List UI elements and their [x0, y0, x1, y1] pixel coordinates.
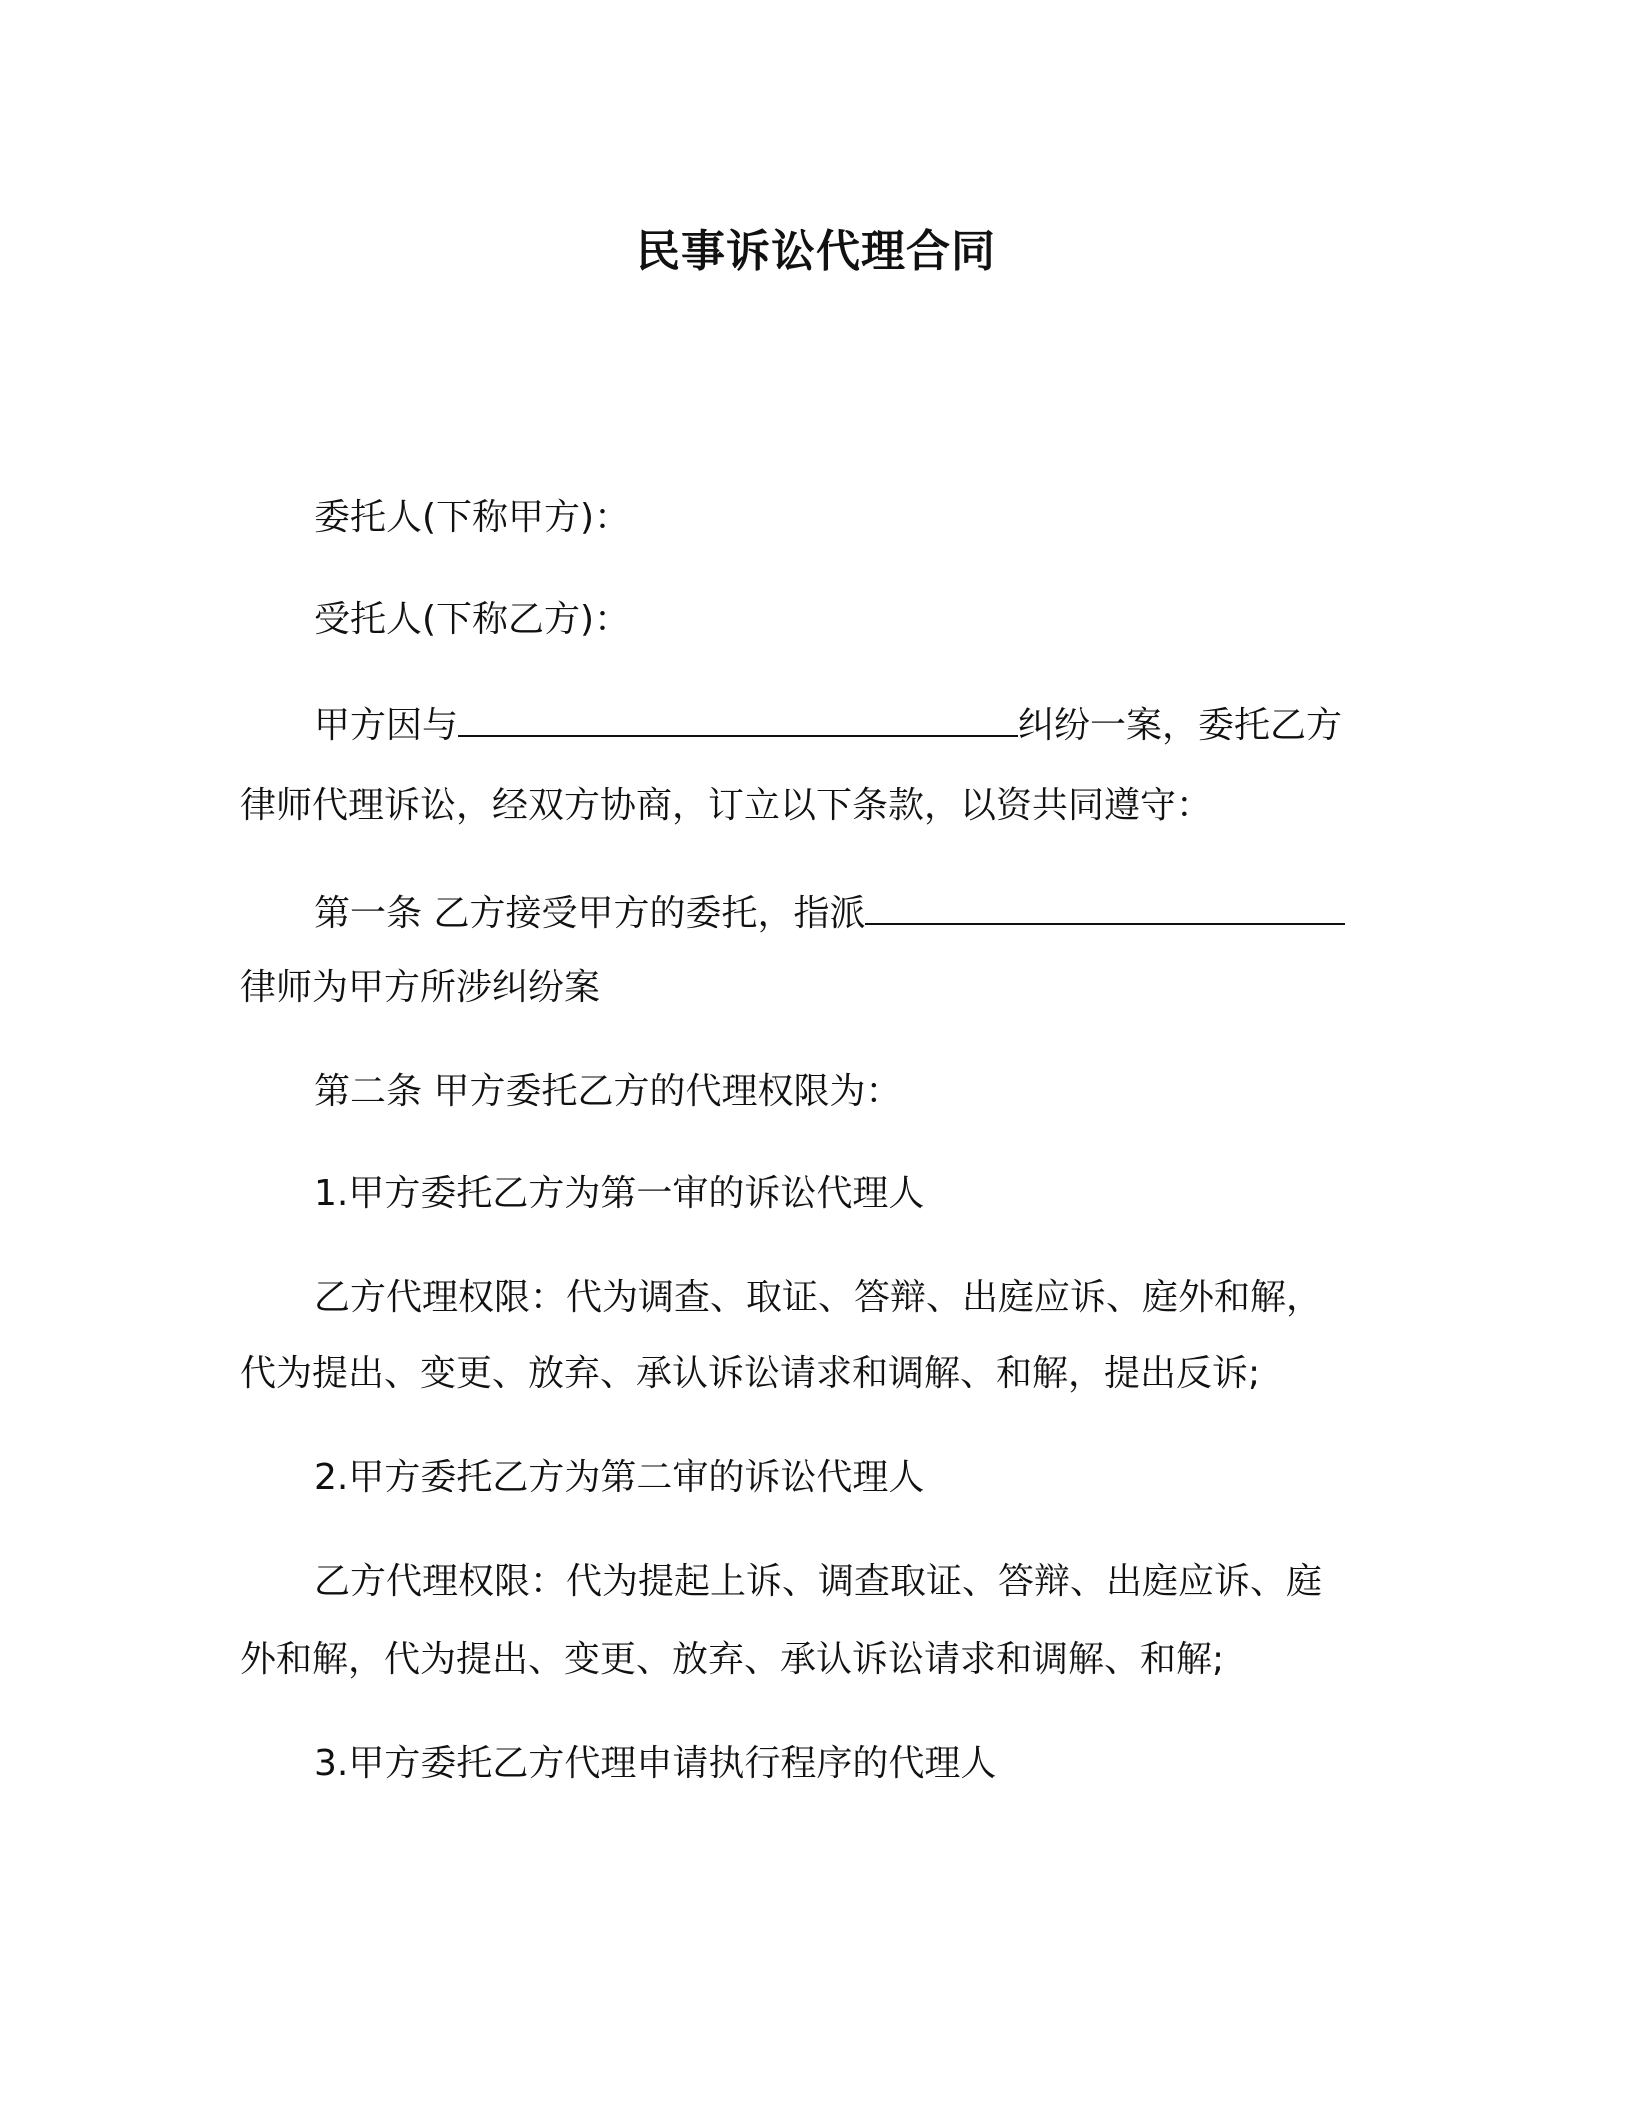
document-title: 民事诉讼代理合同 — [636, 226, 996, 277]
item2-powers-line-1: 乙方代理权限：代为提起上诉、调查取证、答辩、出庭应诉、庭 — [314, 1561, 1323, 1602]
article1-line-2: 律师为甲方所涉纠纷案 — [240, 967, 601, 1008]
item2-heading: 2.甲方委托乙方为第二审的诉讼代理人 — [314, 1457, 925, 1498]
lawyer-name-blank-field[interactable] — [865, 889, 1345, 925]
item3-heading: 3.甲方委托乙方代理申请执行程序的代理人 — [314, 1743, 997, 1784]
article1-line-1 — [314, 888, 1345, 940]
intro-prefix: 甲方因与 — [314, 705, 459, 746]
item1-powers-line-1: 乙方代理权限：代为调查、取证、答辩、出庭应诉、庭外和解， — [314, 1277, 1323, 1318]
intro-suffix: 纠纷一案，委托乙方 — [1018, 705, 1343, 746]
intro-line-2: 律师代理诉讼，经双方协商，订立以下条款，以资共同遵守： — [240, 785, 1213, 826]
item2-powers-line-2: 外和解，代为提出、变更、放弃、承认诉讼请求和调解、和解; — [240, 1639, 1225, 1680]
intro-line-1 — [314, 700, 1342, 752]
article2-heading: 第二条 甲方委托乙方的代理权限为： — [314, 1071, 902, 1112]
client-label: 委托人(下称甲方)： — [314, 497, 631, 538]
item1-powers-line-2: 代为提出、变更、放弃、承认诉讼请求和调解、和解，提出反诉; — [240, 1353, 1261, 1394]
opponent-blank-field[interactable] — [458, 701, 1018, 737]
agent-label: 受托人(下称乙方)： — [314, 599, 631, 640]
item1-heading: 1.甲方委托乙方为第一审的诉讼代理人 — [314, 1173, 925, 1214]
article1-text: 第一条 乙方接受甲方的委托，指派 — [314, 893, 866, 934]
